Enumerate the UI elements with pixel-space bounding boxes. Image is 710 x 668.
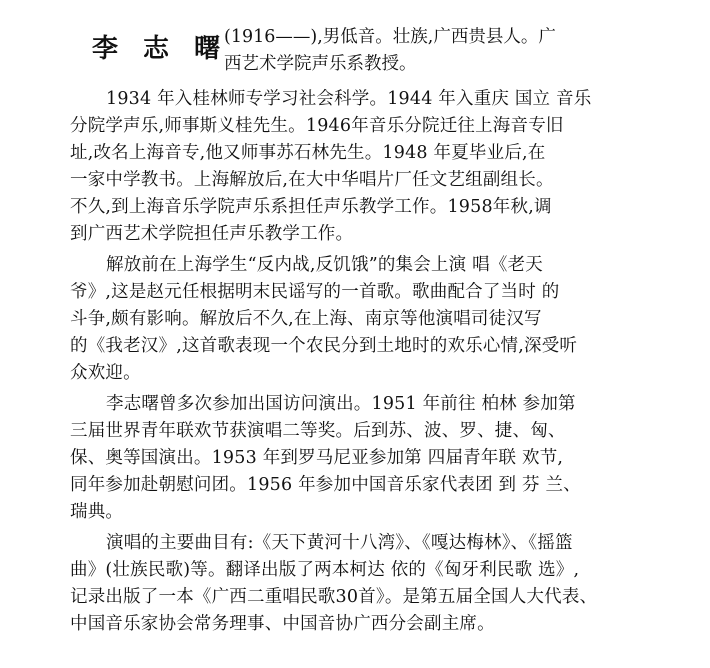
text-line: 一家中学教书。上海解放后,在大中华唱片厂任文艺组副组长。 xyxy=(70,170,554,190)
text-line: 分院学声乐,师事斯义桂先生。1946年音乐分院迁往上海音专旧 xyxy=(70,116,564,136)
text-line: 保、奥等国演出。1953 年到罗马尼亚参加第 四届青年联 欢节, xyxy=(70,448,564,468)
text-line: 址,改名上海音专,他又师事苏石林先生。1948 年夏毕业后,在 xyxy=(70,143,546,163)
text-line: 不久,到上海音乐学院声乐系担任声乐教学工作。1958年秋,调 xyxy=(70,197,552,217)
paragraph-performances xyxy=(70,252,630,387)
text-line: 三届世界青年联欢节获演唱二等奖。后到苏、波、罗、捷、匈、 xyxy=(70,421,566,441)
text-line: 演唱的主要曲目有:《天下黄河十八湾》、《嘎达梅林》、《摇篮 xyxy=(106,533,573,553)
text-line: 同年参加赴朝慰问团。1956 年参加中国音乐家代表团 到 芬 兰、 xyxy=(70,475,581,495)
intro-line: 西艺术学院声乐系教授。 xyxy=(224,54,417,74)
text-line: 到广西艺术学院担任声乐教学工作。 xyxy=(70,224,354,244)
text-line: 中国音乐家协会常务理事、中国音协广西分会副主席。 xyxy=(70,614,495,634)
paragraph-repertoire xyxy=(70,530,630,638)
text-line: 解放前在上海学生“反内战,反饥饿”的集会上演 唱《老天 xyxy=(106,255,543,275)
text-line: 1934 年入桂林师专学习社会科学。1944 年入重庆 国立 音乐 xyxy=(106,89,592,109)
paragraph-education xyxy=(70,86,630,248)
text-line: 的《我老汉》,这首歌表现一个农民分到土地时的欢乐心情,深受听 xyxy=(70,336,578,356)
paragraph-tours xyxy=(70,391,630,526)
intro-line: (1916——),男低音。壮族,广西贵县人。广 xyxy=(224,27,556,47)
text-line: 瑞典。 xyxy=(70,502,124,522)
entry-header xyxy=(74,24,634,86)
entry-name: 李 志 曙 xyxy=(92,34,229,64)
text-line: 众欢迎。 xyxy=(70,363,141,383)
entry-body xyxy=(70,86,630,642)
text-line: 爷》,这是赵元任根据明末民谣写的一首歌。歌曲配合了当时 的 xyxy=(70,282,560,302)
entry-intro xyxy=(224,24,634,78)
text-line: 斗争,颇有影响。解放后不久,在上海、南京等他演唱司徒汉写 xyxy=(70,309,542,329)
text-line: 记录出版了一本《广西二重唱民歌30首》。是第五届全国人大代表、 xyxy=(70,587,598,607)
text-line: 曲》(壮族民歌)等。翻译出版了两本柯达 依的《匈牙利民歌 选》, xyxy=(70,560,580,580)
text-line: 李志曙曾多次参加出国访问演出。1951 年前往 柏林 参加第 xyxy=(106,394,576,414)
